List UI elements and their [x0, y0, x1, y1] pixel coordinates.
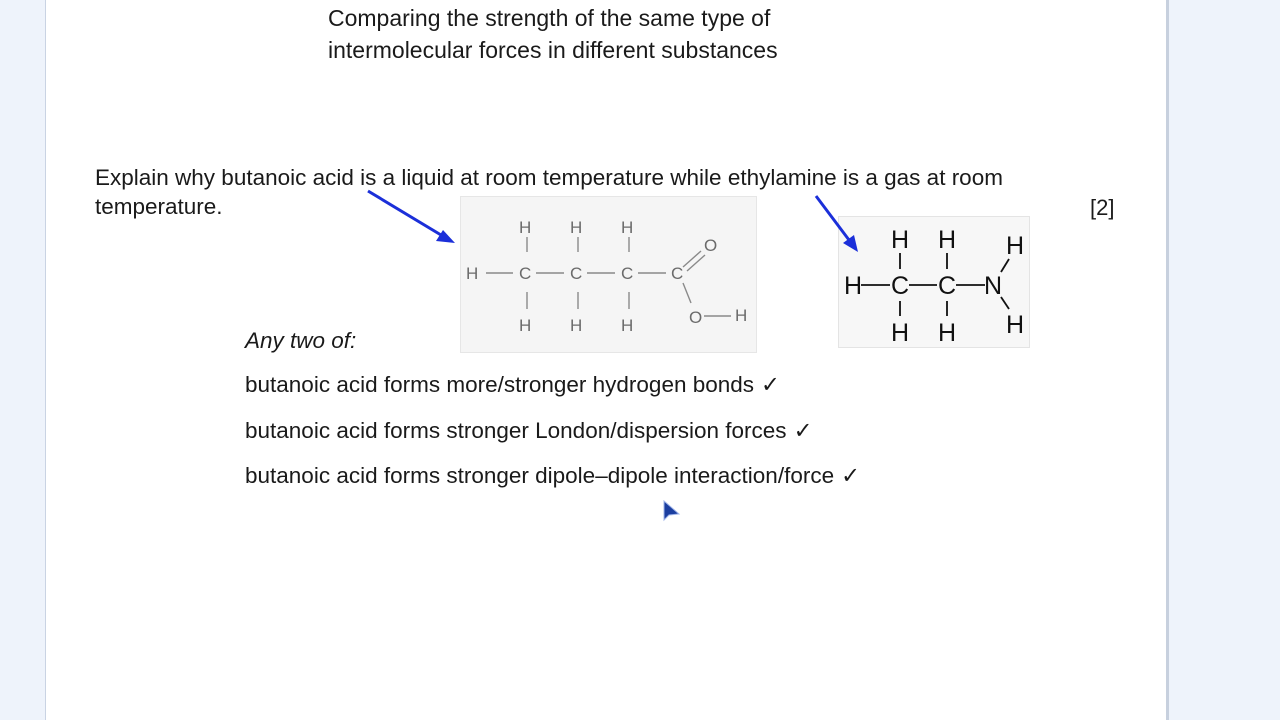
check-icon: ✓	[793, 417, 813, 443]
question-text: Explain why butanoic acid is a liquid at room temperature while ethylamine is a gas at room temperature.	[95, 165, 1003, 219]
answers-heading: Any two of:	[245, 328, 357, 353]
ethylamine-diagram	[839, 217, 1029, 347]
left-margin-panel	[0, 0, 46, 720]
answer-text: butanoic acid forms stronger dipole–dipole interaction/force	[245, 463, 835, 488]
atom-n: N	[984, 272, 1003, 300]
atom-h: H	[844, 272, 863, 300]
atom-c: C	[938, 272, 957, 300]
ethylamine-atoms	[844, 226, 1024, 347]
atom-h: H	[570, 316, 583, 335]
mark-scheme-answers	[245, 326, 860, 491]
answer-item	[245, 370, 860, 400]
atom-h: H	[1006, 232, 1025, 260]
question-marks: [2]	[1090, 195, 1115, 220]
answer-item	[245, 416, 860, 446]
slide-title	[328, 2, 778, 66]
atom-o: O	[704, 236, 718, 255]
answer-item	[245, 461, 860, 491]
atom-h: H	[570, 218, 583, 237]
atom-c: C	[570, 264, 583, 283]
check-icon: ✓	[761, 372, 780, 397]
atom-h: H	[1006, 311, 1025, 339]
answer-text: butanoic acid forms stronger London/dispersion forces	[245, 417, 787, 443]
atom-h: H	[735, 306, 748, 325]
check-icon: ✓	[841, 463, 860, 488]
atom-h: H	[621, 218, 634, 237]
atom-h: H	[891, 319, 910, 347]
title-line-1: Comparing the strength of the same type of	[328, 5, 771, 31]
atom-h: H	[621, 316, 634, 335]
right-margin-panel	[1166, 0, 1280, 720]
answer-text: butanoic acid forms more/stronger hydrogen bonds	[245, 372, 755, 397]
atom-h: H	[519, 218, 532, 237]
atom-c: C	[621, 264, 634, 283]
butanoic-acid-atoms	[466, 218, 747, 335]
atom-h: H	[938, 226, 957, 254]
atom-h: H	[519, 316, 532, 335]
atom-h: H	[938, 319, 957, 347]
title-line-2: intermolecular forces in different substances	[328, 37, 778, 63]
atom-c: C	[891, 272, 910, 300]
atom-o: O	[689, 308, 703, 327]
atom-h: H	[891, 226, 910, 254]
atom-c: C	[519, 264, 532, 283]
atom-c: C	[671, 264, 684, 283]
atom-h: H	[466, 264, 479, 283]
ethylamine-structure	[838, 216, 1030, 348]
mouse-pointer-icon	[662, 500, 682, 524]
